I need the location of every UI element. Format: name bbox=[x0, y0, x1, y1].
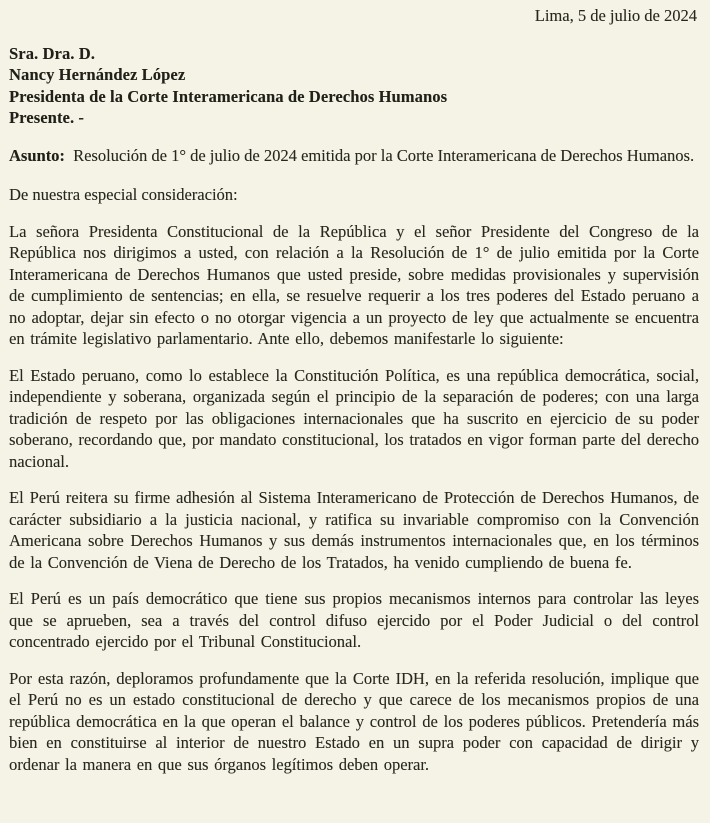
paragraph-deploramos: Por esta razón, deploramos profundamente que la Corte IDH, en la referida resolución, implique que el Perú no es un estado constitucional de derecho y que carece de los mecanismos propios de una república democrática en la que operan el balance y control de los poderes públicos. Pretendería más bien en constituirse al interior de nuestro Estado en un supra poder con capacidad de dirigir y ordenar la manera en que sus órganos legítimos deben operar. bbox=[9, 668, 699, 774]
recipient-block bbox=[9, 43, 699, 129]
recipient-honorific: Sra. Dra. D. bbox=[9, 43, 95, 63]
subject-text: Resolución de 1° de julio de 2024 emitida por la Corte Interamericana de Derechos Humanos. bbox=[73, 145, 695, 165]
recipient-name: Nancy Hernández López bbox=[9, 65, 186, 84]
paragraph-pais-democratico: El Perú es un país democrático que tiene sus propios mecanismos internos para controlar las leyes que se aprueben, sea a través del control difuso ejercido por el Poder Judicial o del control concentrado ejercido por el Tribunal Constitucional. bbox=[9, 589, 699, 651]
paragraph-adhesion-sistema: El Perú reitera su firme adhesión al Sistema Interamericano de Protección de Derechos Humanos, de carácter subsidiario a la justicia nacional, y ratifica su invariable compromiso con la Convención Americana sobre Derechos Humanos y sus demás instrumentos internacionales que, en los términos de la Convención de Viena de Derecho de los Tratados, ha venido cumpliendo de buena fe. bbox=[9, 488, 699, 572]
salutation: De nuestra especial consideración: bbox=[9, 185, 238, 204]
subject-label: Asunto: bbox=[9, 145, 65, 165]
recipient-title: Presidenta de la Corte Interamericana de Derechos Humanos bbox=[9, 86, 448, 106]
subject-line bbox=[9, 145, 699, 167]
date-line: Lima, 5 de julio de 2024 bbox=[534, 6, 697, 25]
paragraph-estado-peruano: El Estado peruano, como lo establece la Constitución Política, es una república democrática, social, independiente y soberana, organizada según el principio de la separación de poderes; con una larga tradición de respeto por las obligaciones internacionales que ha suscrito en ejercicio de su poder soberano, recordando que, por mandato constitucional, los tratados en vigor forman parte del derecho nacional. bbox=[9, 365, 699, 471]
paragraph-introduction: La señora Presidenta Constitucional de la República y el señor Presidente del Congreso de la República nos dirigimos a usted, con relación a la Resolución de 1° de julio emitida por la Corte Interamericana de Derechos Humanos que usted preside, sobre medidas provisionales y supervisión de cumplimiento de sentencias; en ella, se resuelve requerir a los tres poderes del Estado peruano a no adoptar, dejar sin efecto o no otorgar vigencia a un proyecto de ley que actualmente se encuentra en trámite legislativo parlamentario. Ante ello, debemos manifestarle lo siguiente: bbox=[9, 221, 699, 348]
recipient-presente: Presente. - bbox=[9, 108, 85, 127]
